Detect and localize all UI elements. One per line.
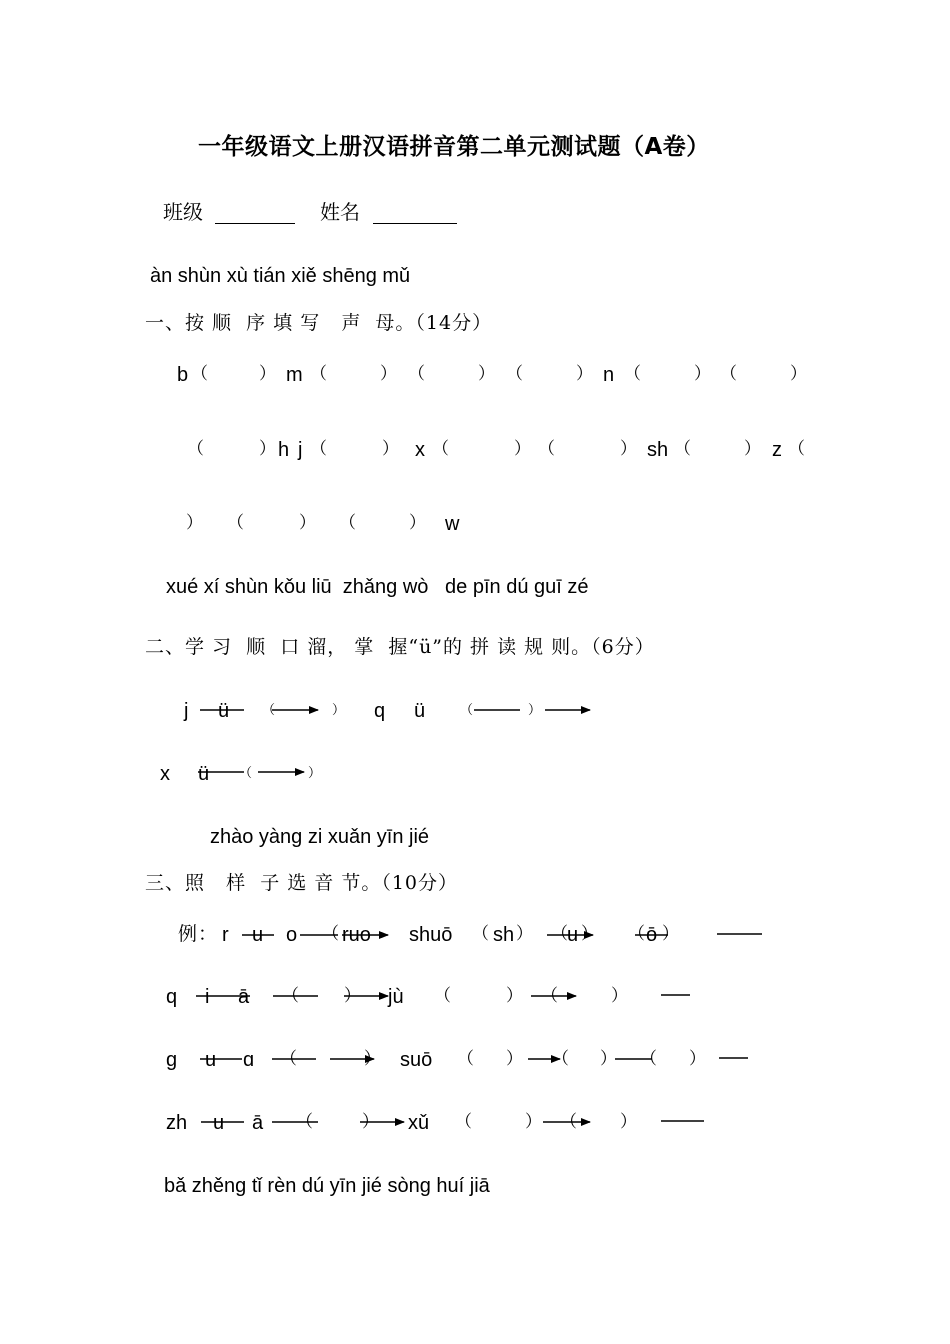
- paren-open: （: [434, 986, 451, 1006]
- paren-close: ）: [581, 924, 598, 944]
- syllable-xu: xǔ: [408, 1112, 430, 1134]
- paren-close: ）: [516, 924, 533, 944]
- paren-close: ）: [380, 364, 397, 384]
- letter-w: w: [445, 513, 460, 535]
- letter-m: m: [286, 364, 303, 386]
- letter-u-umlaut: ü: [414, 700, 426, 722]
- paren-close: ）: [620, 1112, 637, 1132]
- example-final: ō: [646, 924, 658, 946]
- syllable-suo: suō: [400, 1049, 433, 1071]
- s3-pinyin: zhào yàng zi xuǎn yīn jié: [210, 826, 430, 848]
- example-initial: sh: [493, 924, 515, 946]
- paren-close: ）: [611, 986, 628, 1006]
- paren-open: （: [191, 364, 208, 384]
- paren-open: （: [552, 1049, 569, 1069]
- paren-close: ）: [478, 364, 495, 384]
- letter-zh: zh: [166, 1112, 188, 1134]
- page-title: 一年级语文上册汉语拼音第二单元测试题（A卷）: [198, 134, 710, 160]
- letter-r: r: [222, 924, 229, 946]
- paren-open: （: [322, 924, 339, 944]
- letter-x: x: [415, 439, 425, 461]
- name-blank[interactable]: [373, 223, 457, 224]
- paren-open: （: [640, 1049, 657, 1069]
- paren-close: ）: [332, 703, 346, 718]
- letter-u-umlaut: ü: [218, 700, 230, 722]
- letter-b: b: [177, 364, 189, 386]
- paren-open: （: [720, 364, 737, 384]
- paren-close: ）: [528, 703, 542, 718]
- paren-open: （: [538, 439, 555, 459]
- letter-h: h: [278, 439, 290, 461]
- paren-open: （: [310, 439, 327, 459]
- paren-open: （: [541, 986, 558, 1006]
- s3-heading: 三、照 样 子 选 音 节。（10分）: [145, 872, 458, 894]
- example-word: shuō: [409, 924, 453, 946]
- letter-z: z: [772, 439, 782, 461]
- paren-open: （: [262, 703, 276, 718]
- paren-close: ）: [620, 439, 637, 459]
- paren-open: （: [560, 1112, 577, 1132]
- class-blank[interactable]: [215, 223, 295, 224]
- paren-close: ）: [299, 513, 316, 533]
- paren-open: （: [239, 766, 253, 781]
- paren-close: ）: [308, 766, 322, 781]
- s2-heading: 二、学 习 顺 口 溜， 掌 握“ü”的 拼 读 规 则。（6分）: [145, 636, 655, 658]
- paren-close: ）: [344, 986, 361, 1006]
- paren-open: （: [460, 703, 474, 718]
- letter-j: j: [184, 700, 189, 722]
- paren-open: （: [551, 924, 568, 944]
- name-label: 姓名: [320, 200, 360, 224]
- paren-close: ）: [600, 1049, 617, 1069]
- paren-open: （: [674, 439, 691, 459]
- paren-open: （: [788, 439, 805, 459]
- letter-u-umlaut: ü: [198, 763, 210, 785]
- letter-g: g: [166, 1049, 178, 1071]
- paren-open: （: [472, 924, 489, 944]
- paren-close: ）: [689, 1049, 706, 1069]
- paren-close: ）: [514, 439, 531, 459]
- paren-open: （: [628, 924, 645, 944]
- example-label: 例：: [178, 923, 219, 945]
- letter-a: ā: [252, 1112, 264, 1134]
- paren-close: ）: [576, 364, 593, 384]
- s2-pinyin: xué xí shùn kǒu liū zhǎng wò de pīn dú guī zé: [166, 576, 589, 598]
- s1-heading: 一、按 顺 序 填 写 声 母。（14分）: [145, 312, 493, 334]
- paren-open: （: [296, 1112, 313, 1132]
- syllable-ju: jù: [388, 986, 404, 1008]
- paren-close: ）: [694, 364, 711, 384]
- paren-close: ）: [409, 513, 426, 533]
- letter-i: i: [205, 986, 210, 1008]
- letter-o: o: [286, 924, 298, 946]
- paren-open: （: [457, 1049, 474, 1069]
- letter-j: j: [298, 439, 303, 461]
- paren-close: ）: [364, 1049, 381, 1069]
- paren-close: ）: [362, 1112, 379, 1132]
- letter-a: ā: [238, 986, 250, 1008]
- paren-open: （: [187, 439, 204, 459]
- example-answer: ruo: [342, 924, 371, 946]
- s1-pinyin: àn shùn xù tián xiě shēng mǔ: [150, 265, 411, 287]
- letter-u: u: [252, 924, 264, 946]
- letter-a: ɑ: [243, 1049, 255, 1071]
- paren-open: （: [624, 364, 641, 384]
- letter-sh: sh: [647, 439, 669, 461]
- paren-close: ）: [186, 513, 203, 533]
- paren-close: ）: [382, 439, 399, 459]
- paren-open: （: [408, 364, 425, 384]
- paren-open: （: [506, 364, 523, 384]
- letter-u: u: [205, 1049, 217, 1071]
- paren-open: （: [455, 1112, 472, 1132]
- paren-open: （: [339, 513, 356, 533]
- paren-close: ）: [790, 364, 807, 384]
- letter-q: q: [374, 700, 386, 722]
- example-medial: u: [567, 924, 579, 946]
- paren-close: ）: [506, 986, 523, 1006]
- paren-open: （: [280, 1049, 297, 1069]
- paren-close: ）: [259, 439, 276, 459]
- s4-pinyin: bǎ zhěng tǐ rèn dú yīn jié sòng huí jiā: [164, 1175, 490, 1197]
- paren-open: （: [227, 513, 244, 533]
- letter-u: u: [213, 1112, 225, 1134]
- paren-close: ）: [506, 1049, 523, 1069]
- class-label: 班级: [163, 200, 203, 224]
- letter-n: n: [603, 364, 615, 386]
- paren-open: （: [432, 439, 449, 459]
- paren-open: （: [282, 986, 299, 1006]
- letter-x: x: [160, 763, 170, 785]
- letter-q: q: [166, 986, 178, 1008]
- paren-close: ）: [744, 439, 761, 459]
- paren-close: ）: [662, 924, 679, 944]
- paren-close: ）: [525, 1112, 542, 1132]
- paren-close: ）: [259, 364, 276, 384]
- paren-open: （: [310, 364, 327, 384]
